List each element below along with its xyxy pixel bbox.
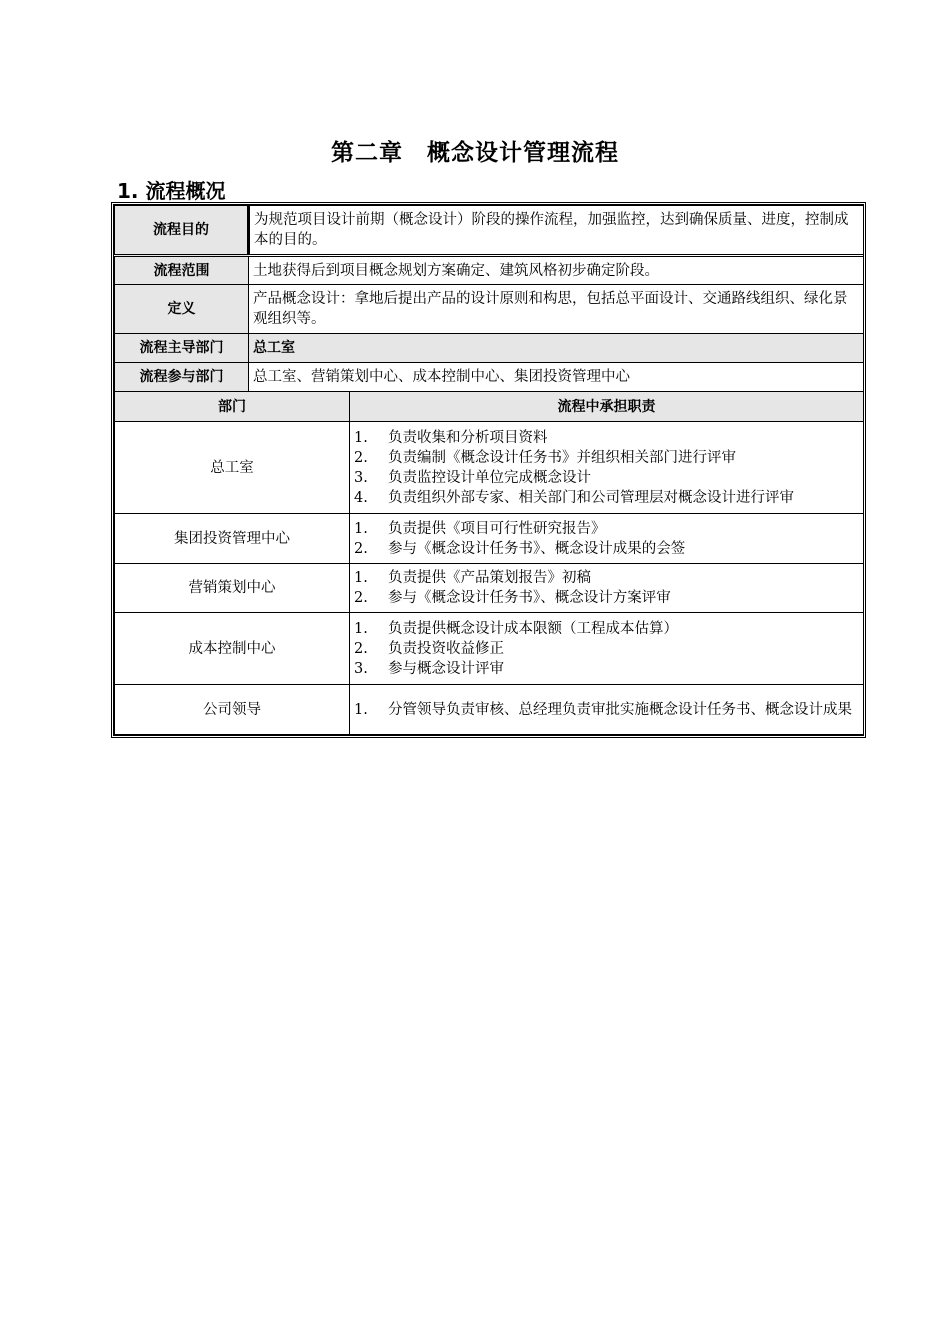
participant-dept-label: 流程参与部门 xyxy=(115,363,249,392)
list-item xyxy=(354,428,859,448)
list-item xyxy=(354,519,859,539)
duties-cell xyxy=(350,422,864,514)
duties-column-header: 流程中承担职责 xyxy=(350,392,864,422)
table-row xyxy=(115,422,864,514)
list-text: 负责收集和分析项目资料 xyxy=(388,429,548,446)
lead-dept-value: 总工室 xyxy=(249,334,864,363)
participant-dept-value: 总工室、营销策划中心、成本控制中心、集团投资管理中心 xyxy=(249,363,864,392)
list-text: 参与《概念设计任务书》、概念设计方案评审 xyxy=(388,590,671,606)
list-item xyxy=(354,448,859,468)
definition-label: 定义 xyxy=(115,285,249,334)
list-text: 负责提供《项目可行性研究报告》 xyxy=(388,520,606,537)
section-title: 1. 流程概况 xyxy=(117,179,226,203)
list-text: 分管领导负责审核、总经理负责审批实施概念设计任务书、概念设计成果 xyxy=(388,701,852,718)
table-row xyxy=(115,613,864,685)
duties-cell xyxy=(350,564,864,613)
chapter-title: 第二章 概念设计管理流程 xyxy=(331,140,619,166)
list-text: 负责投资收益修正 xyxy=(388,640,504,657)
list-number: 1. xyxy=(354,520,368,537)
list-text: 负责提供概念设计成本限额（工程成本估算） xyxy=(388,620,678,637)
table-row xyxy=(115,564,864,613)
duties-list xyxy=(354,568,859,608)
list-item xyxy=(354,488,859,508)
list-item xyxy=(354,700,859,720)
process-overview-table xyxy=(114,205,864,735)
list-text: 负责监控设计单位完成概念设计 xyxy=(388,469,591,486)
dept-cell: 营销策划中心 xyxy=(115,564,350,613)
list-item xyxy=(354,468,859,488)
list-item xyxy=(354,659,859,679)
list-number: 3. xyxy=(354,469,368,486)
duties-list xyxy=(354,428,859,508)
definition-value: 产品概念设计：拿地后提出产品的设计原则和构思，包括总平面设计、交通路线组织、绿化景观组织等。 xyxy=(249,285,864,334)
lead-dept-label: 流程主导部门 xyxy=(115,334,249,363)
dept-cell: 总工室 xyxy=(115,422,350,514)
dept-cell: 成本控制中心 xyxy=(115,613,350,685)
dept-cell: 公司领导 xyxy=(115,685,350,735)
table-row xyxy=(115,685,864,735)
scope-value: 土地获得后到项目概念规划方案确定、建筑风格初步确定阶段。 xyxy=(249,256,864,285)
purpose-value: 为规范项目设计前期（概念设计）阶段的操作流程，加强监控，达到确保质量、进度，控制成本的目的。 xyxy=(249,206,864,256)
list-item xyxy=(354,639,859,659)
duties-cell xyxy=(350,514,864,564)
list-item xyxy=(354,619,859,639)
list-number: 1. xyxy=(354,701,368,718)
list-number: 2. xyxy=(354,640,368,657)
duties-list xyxy=(354,700,859,720)
list-item xyxy=(354,588,859,608)
lead-dept-row xyxy=(115,334,864,363)
purpose-label: 流程目的 xyxy=(115,206,249,256)
list-item xyxy=(354,568,859,588)
list-number: 2. xyxy=(354,590,368,606)
list-number: 1. xyxy=(354,429,368,446)
dept-column-header: 部门 xyxy=(115,392,350,422)
process-overview-table-frame xyxy=(111,202,866,738)
list-number: 1. xyxy=(354,620,368,637)
table-row xyxy=(115,514,864,564)
list-text: 负责提供《产品策划报告》初稿 xyxy=(388,570,591,586)
participant-dept-row xyxy=(115,363,864,392)
scope-label: 流程范围 xyxy=(115,256,249,285)
list-number: 1. xyxy=(354,570,368,586)
duties-cell xyxy=(350,613,864,685)
definition-row xyxy=(115,285,864,334)
scope-row xyxy=(115,256,864,285)
duties-list xyxy=(354,519,859,559)
duties-list xyxy=(354,619,859,679)
list-text: 负责组织外部专家、相关部门和公司管理层对概念设计进行评审 xyxy=(388,489,794,506)
responsibility-header-row xyxy=(115,392,864,422)
dept-cell: 集团投资管理中心 xyxy=(115,514,350,564)
purpose-row xyxy=(115,206,864,256)
list-item xyxy=(354,539,859,559)
list-number: 3. xyxy=(354,660,368,677)
list-text: 负责编制《概念设计任务书》并组织相关部门进行评审 xyxy=(388,449,736,466)
list-text: 参与概念设计评审 xyxy=(388,660,504,677)
list-number: 2. xyxy=(354,540,368,557)
list-number: 2. xyxy=(354,449,368,466)
list-number: 4. xyxy=(354,489,368,506)
list-text: 参与《概念设计任务书》、概念设计成果的会签 xyxy=(388,540,686,557)
duties-cell xyxy=(350,685,864,735)
